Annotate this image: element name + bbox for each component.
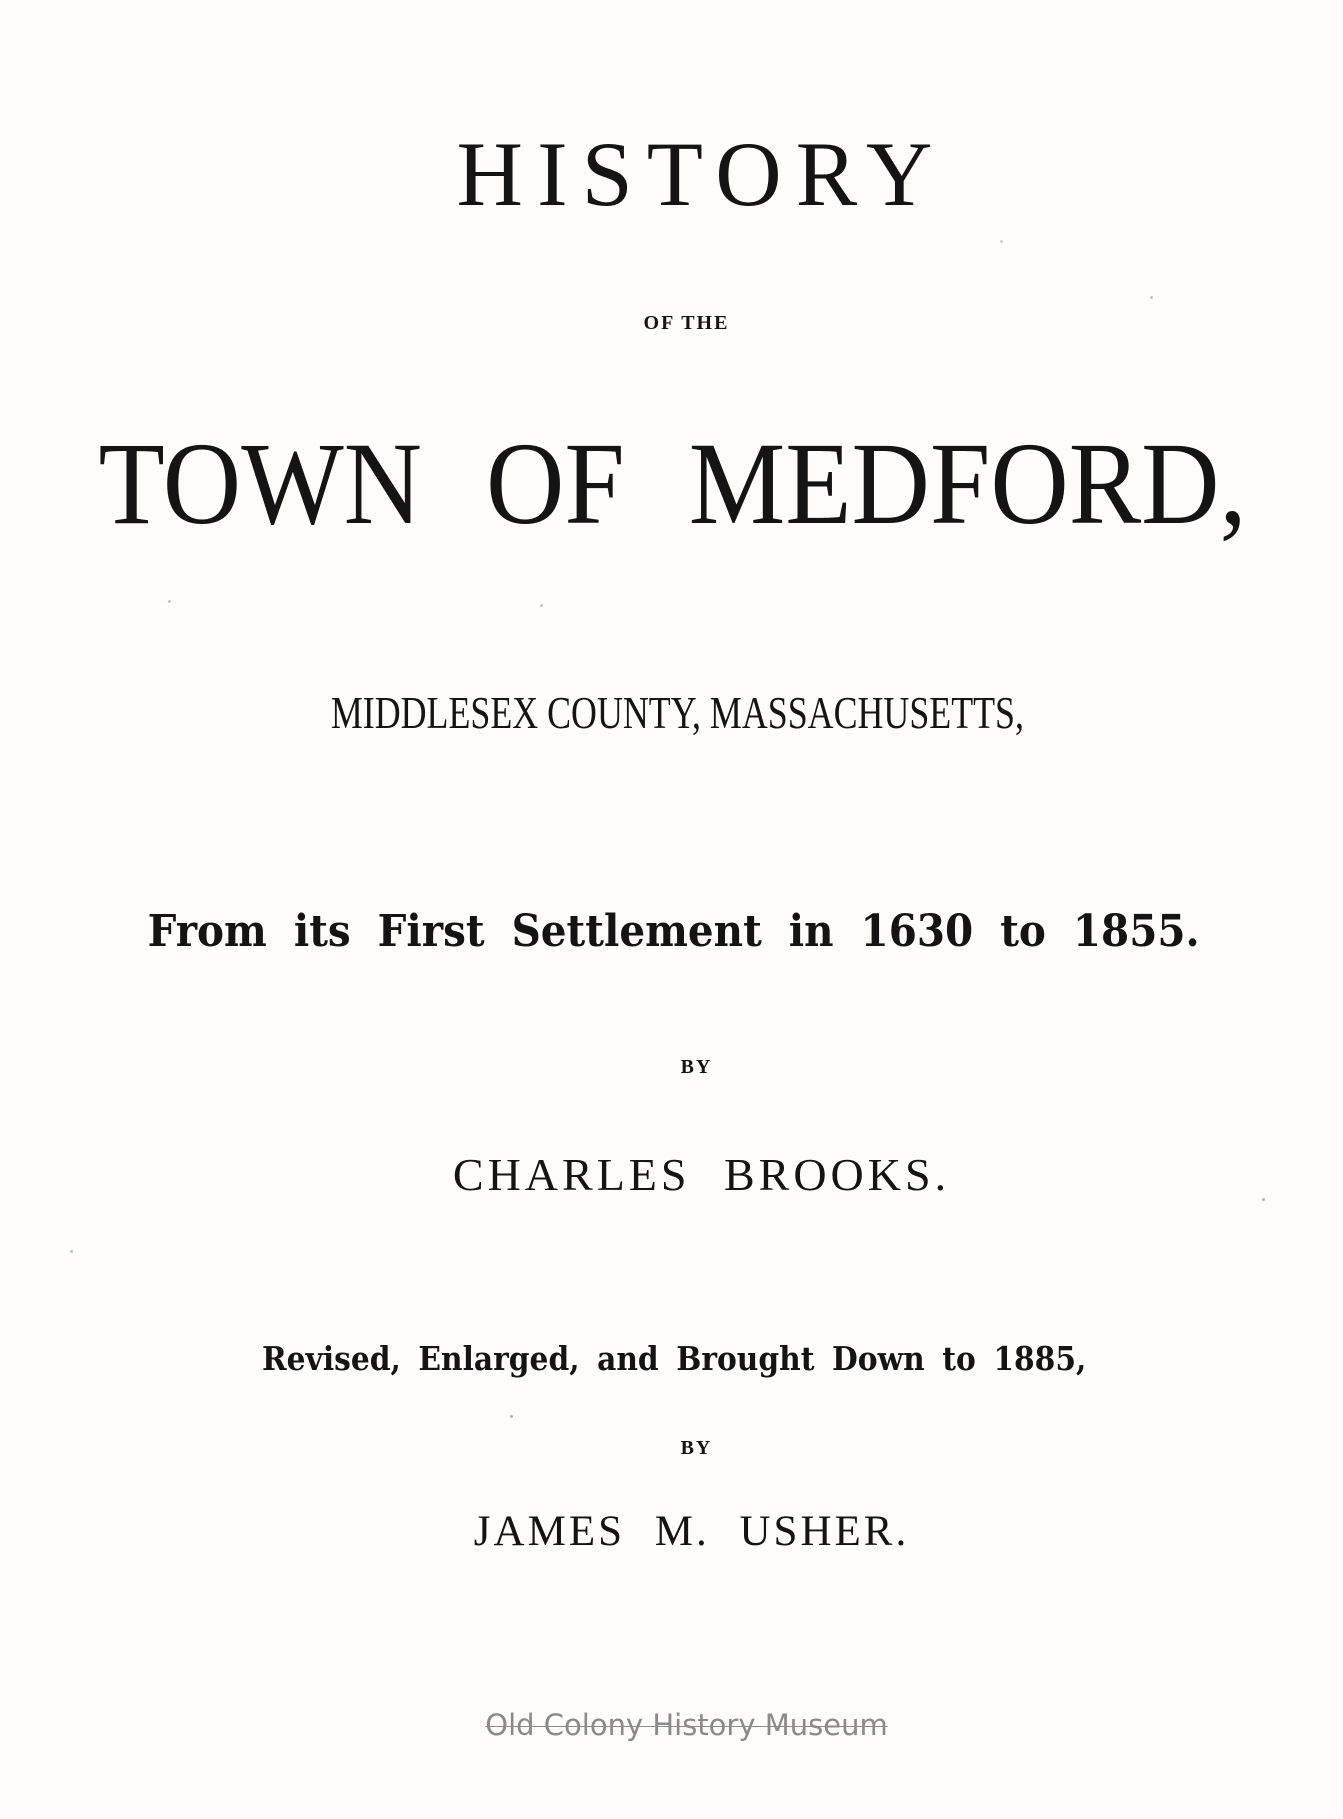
paper-speck	[540, 604, 543, 607]
paper-speck	[1262, 1198, 1265, 1201]
title-history: HISTORY	[456, 123, 947, 225]
paper-speck	[168, 600, 171, 603]
by-label-author: BY	[680, 1056, 713, 1078]
subtitle-date-range: From its First Settlement in 1630 to 1855.	[147, 906, 1200, 957]
subtitle-county: MIDDLESEX COUNTY, MASSACHUSETTS,	[330, 687, 1024, 738]
title-town-of-medford: TOWN OF MEDFORD,	[98, 418, 1247, 549]
reviser-name: JAMES M. USHER.	[473, 1508, 910, 1555]
paper-speck	[510, 1415, 513, 1418]
watermark-text: Old Colony History Museum	[485, 1708, 888, 1742]
title-of-the: OF THE	[643, 312, 730, 334]
revision-note: Revised, Enlarged, and Brought Down to 1885,	[262, 1339, 1087, 1378]
watermark	[0, 1708, 1343, 1742]
author-name: CHARLES BROOKS.	[452, 1149, 951, 1200]
by-label-reviser: BY	[680, 1437, 713, 1459]
paper-speck	[1000, 240, 1003, 243]
paper-speck	[1150, 296, 1153, 299]
paper-speck	[70, 1250, 73, 1253]
